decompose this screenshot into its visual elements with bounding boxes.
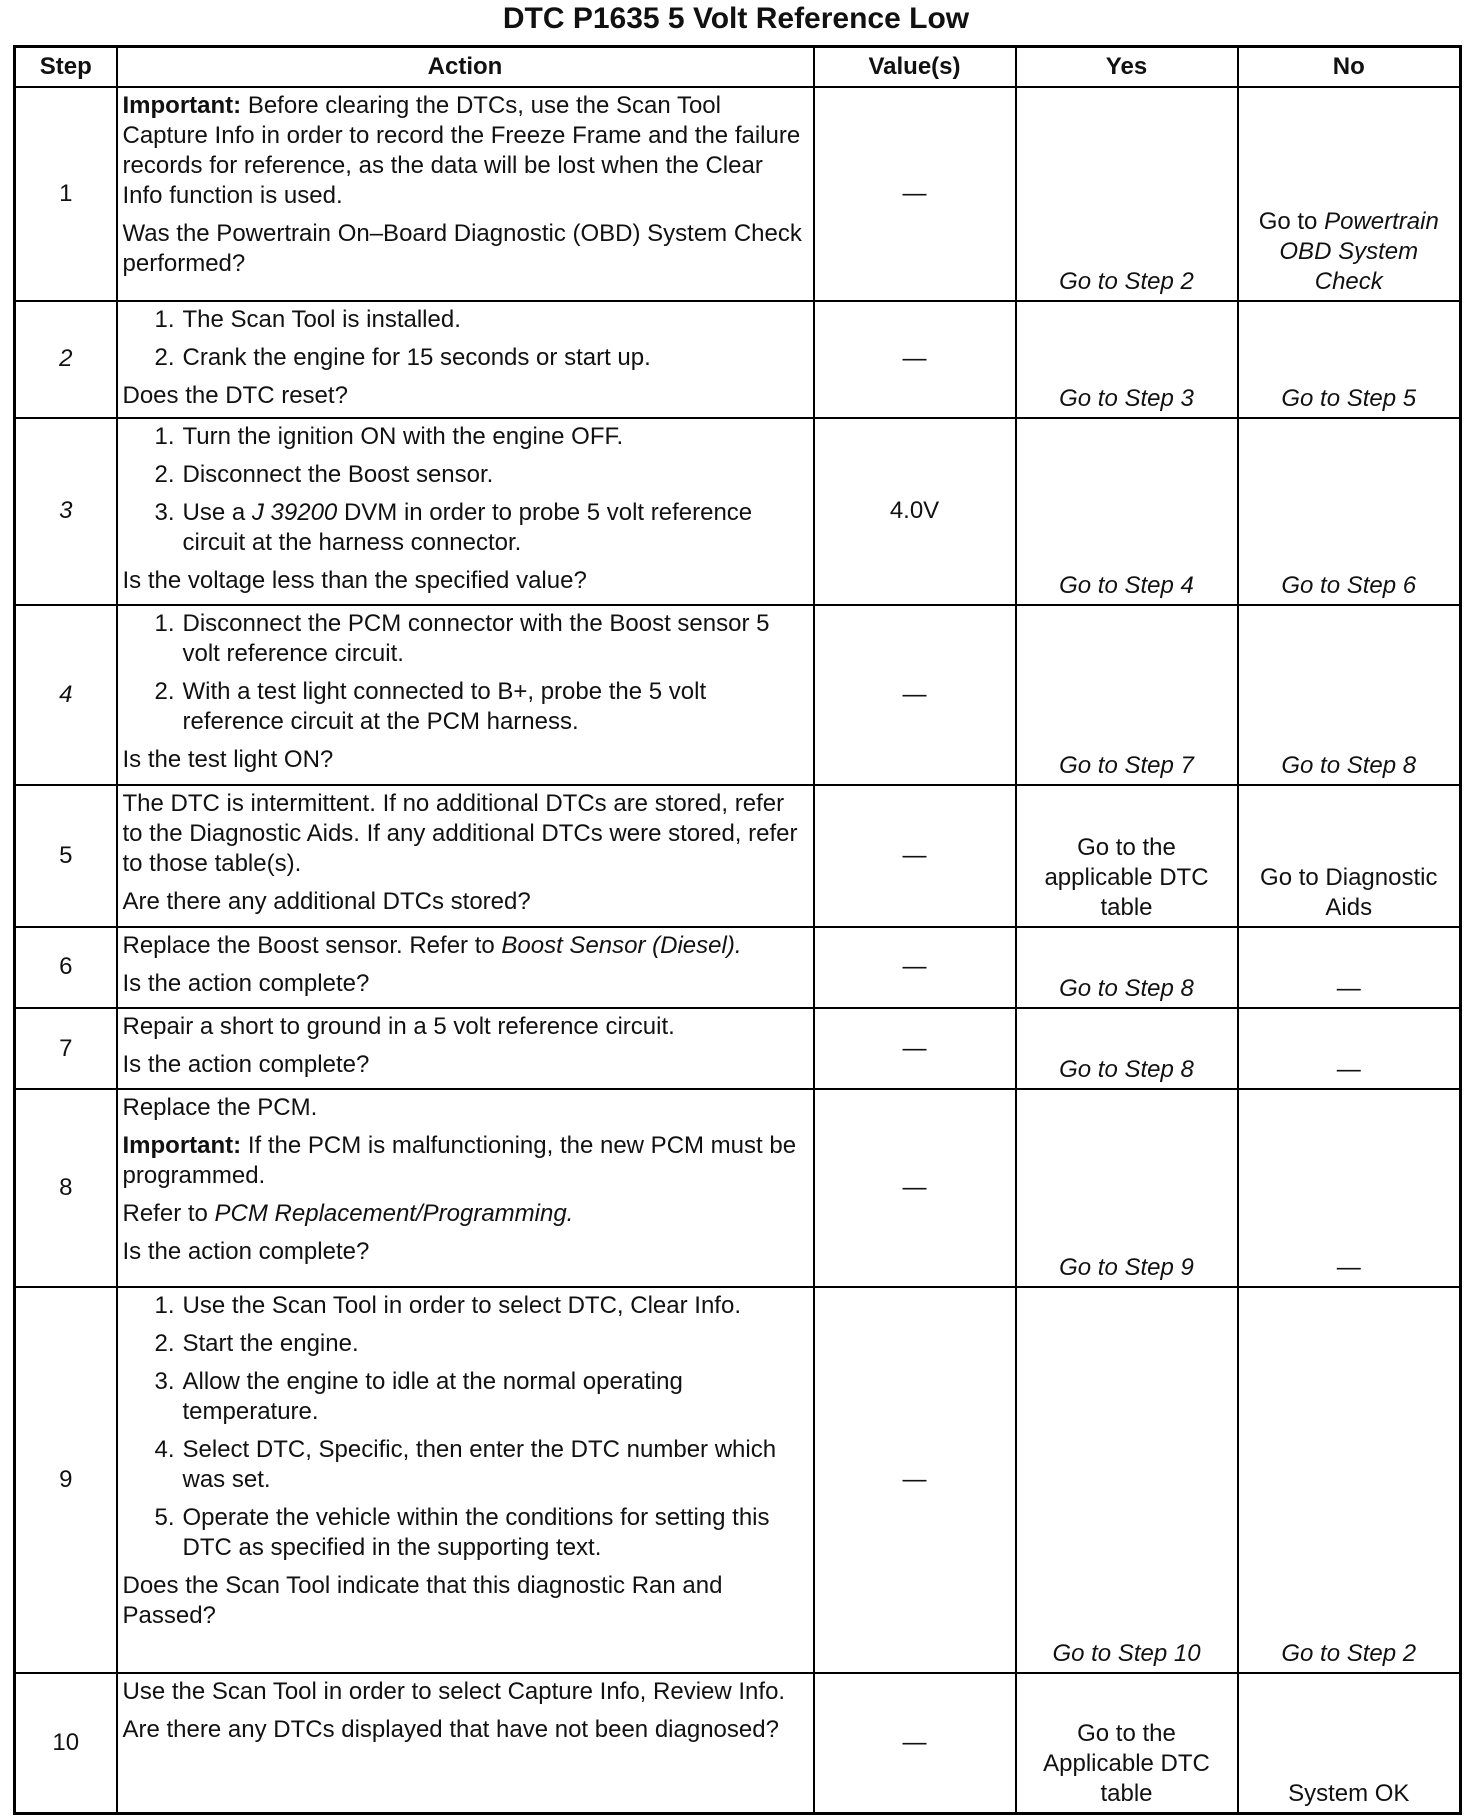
action-cell bbox=[117, 1287, 814, 1673]
yes-cell: Go to Step 8 bbox=[1016, 1008, 1238, 1089]
step-number: 7 bbox=[15, 1008, 117, 1089]
action-cell bbox=[117, 1008, 814, 1089]
step-number: 8 bbox=[15, 1089, 117, 1287]
action-question: Was the Powertrain On–Board Diagnostic (OBD) System Check performed? bbox=[122, 219, 802, 277]
action-question: Is the test light ON? bbox=[122, 745, 334, 773]
list-item: 3. Allow the engine to idle at the normal operating temperature. bbox=[154, 1368, 683, 1426]
list-item: 2. With a test light connected to B+, probe the 5 volt reference circuit at the PCM harness. bbox=[154, 677, 707, 735]
step-number: 4 bbox=[15, 605, 117, 785]
action-cell bbox=[117, 418, 814, 605]
no-cell: — bbox=[1238, 1008, 1461, 1089]
header-yes: Yes bbox=[1016, 47, 1238, 87]
action-list bbox=[123, 1291, 809, 1563]
value-cell: — bbox=[814, 1673, 1016, 1813]
action-list bbox=[123, 609, 809, 737]
header-action: Action bbox=[117, 47, 814, 87]
yes-cell: Go to the Applicable DTC table bbox=[1016, 1673, 1238, 1813]
action-text: Replace the Boost sensor. Refer to Boost Sensor (Diesel). bbox=[122, 931, 742, 959]
important-label: Important: bbox=[122, 91, 242, 119]
yes-cell: Go to Step 7 bbox=[1016, 605, 1238, 785]
list-item: 1. Use the Scan Tool in order to select DTC, Clear Info. bbox=[154, 1292, 741, 1320]
reference-link: PCM Replacement/Programming. bbox=[214, 1200, 574, 1228]
action-cell bbox=[117, 1089, 814, 1287]
step-number: 3 bbox=[15, 418, 117, 605]
no-cell: System OK bbox=[1238, 1673, 1461, 1813]
action-question: Are there any DTCs displayed that have not been diagnosed? bbox=[122, 1716, 779, 1744]
table-row-step-10 bbox=[15, 1673, 1461, 1813]
table-row-step-1 bbox=[15, 87, 1461, 301]
action-question: Is the action complete? bbox=[122, 1238, 370, 1266]
no-cell: Go to Step 2 bbox=[1238, 1287, 1461, 1673]
reference-link: Boost Sensor (Diesel). bbox=[501, 931, 742, 959]
action-question: Are there any additional DTCs stored? bbox=[122, 887, 531, 915]
no-cell: Go to Step 6 bbox=[1238, 418, 1461, 605]
table-row-step-8 bbox=[15, 1089, 1461, 1287]
header-row bbox=[15, 47, 1461, 87]
value-cell: — bbox=[814, 1287, 1016, 1673]
important-note bbox=[123, 91, 809, 211]
diagnostic-table bbox=[13, 45, 1462, 1815]
no-cell: — bbox=[1238, 1089, 1461, 1287]
action-question: Is the action complete? bbox=[122, 969, 370, 997]
yes-cell: Go to Step 10 bbox=[1016, 1287, 1238, 1673]
action-list bbox=[123, 422, 809, 558]
table-row-step-9 bbox=[15, 1287, 1461, 1673]
value-cell: — bbox=[814, 1008, 1016, 1089]
action-question: Does the DTC reset? bbox=[122, 381, 348, 409]
step-number: 1 bbox=[15, 87, 117, 301]
action-list bbox=[123, 305, 809, 373]
value-cell: — bbox=[814, 927, 1016, 1008]
action-cell bbox=[117, 605, 814, 785]
page-title: DTC P1635 5 Volt Reference Low bbox=[502, 2, 970, 35]
list-item: 1. Disconnect the PCM connector with the Boost sensor 5 volt reference circuit. bbox=[154, 609, 770, 667]
step-number: 2 bbox=[15, 301, 117, 418]
header-step: Step bbox=[15, 47, 117, 87]
value-cell: — bbox=[814, 785, 1016, 927]
table-row-step-5 bbox=[15, 785, 1461, 927]
action-cell bbox=[117, 301, 814, 418]
header-values: Value(s) bbox=[814, 47, 1016, 87]
action-text: The DTC is intermittent. If no additional DTCs are stored, refer to the Diagnostic Aids. If any additional DTCs were stored, refer to those table(s). bbox=[122, 789, 798, 877]
step-number: 9 bbox=[15, 1287, 117, 1673]
yes-cell: Go to Step 8 bbox=[1016, 927, 1238, 1008]
yes-cell: Go to Step 4 bbox=[1016, 418, 1238, 605]
action-question: Does the Scan Tool indicate that this diagnostic Ran and Passed? bbox=[122, 1572, 723, 1630]
list-item: 2. Disconnect the Boost sensor. bbox=[154, 460, 494, 488]
yes-cell: Go to Step 3 bbox=[1016, 301, 1238, 418]
action-question: Is the action complete? bbox=[122, 1050, 370, 1078]
action-cell bbox=[117, 785, 814, 927]
list-item: 2. Start the engine. bbox=[154, 1330, 359, 1358]
list-item: 2. Crank the engine for 15 seconds or start up. bbox=[154, 343, 651, 371]
value-cell: — bbox=[814, 605, 1016, 785]
no-cell: — bbox=[1238, 927, 1461, 1008]
important-text: If the PCM is malfunctioning, the new PCM must be programmed. bbox=[122, 1132, 797, 1190]
yes-cell: Go to the applicable DTC table bbox=[1016, 785, 1238, 927]
value-cell: 4.0V bbox=[814, 418, 1016, 605]
important-label: Important: bbox=[122, 1132, 242, 1160]
value-cell: — bbox=[814, 87, 1016, 301]
list-item: 1. Turn the ignition ON with the engine OFF. bbox=[154, 422, 624, 450]
action-cell bbox=[117, 87, 814, 301]
no-prefix: Go to bbox=[1258, 207, 1325, 235]
list-item: 3. Use a J 39200 DVM in order to probe 5 volt reference circuit at the harness connector. bbox=[154, 498, 753, 556]
yes-cell: Go to Step 2 bbox=[1016, 87, 1238, 301]
action-text: Replace the PCM. bbox=[122, 1094, 318, 1122]
table-row-step-7 bbox=[15, 1008, 1461, 1089]
step-number: 5 bbox=[15, 785, 117, 927]
header-no: No bbox=[1238, 47, 1461, 87]
tool-name: J 39200 bbox=[251, 498, 338, 526]
no-link: Powertrain OBD System Check bbox=[1279, 207, 1439, 295]
action-question: Is the voltage less than the specified value? bbox=[122, 566, 587, 594]
action-text: Repair a short to ground in a 5 volt reference circuit. bbox=[122, 1012, 675, 1040]
value-cell: — bbox=[814, 301, 1016, 418]
value-cell: — bbox=[814, 1089, 1016, 1287]
no-cell bbox=[1238, 87, 1461, 301]
table-row-step-3 bbox=[15, 418, 1461, 605]
no-cell: Go to Step 5 bbox=[1238, 301, 1461, 418]
step-number: 10 bbox=[15, 1673, 117, 1813]
table-row-step-2 bbox=[15, 301, 1461, 418]
no-cell: Go to Diagnostic Aids bbox=[1238, 785, 1461, 927]
important-text: Before clearing the DTCs, use the Scan Tool Capture Info in order to record the Freeze Frame and the failure records for reference, as the data will be lost when the Clear Info function is used. bbox=[122, 91, 801, 209]
important-note bbox=[123, 1131, 809, 1191]
action-cell bbox=[117, 1673, 814, 1813]
list-item: 4. Select DTC, Specific, then enter the DTC number which was set. bbox=[154, 1436, 777, 1494]
table-row-step-6 bbox=[15, 927, 1461, 1008]
no-cell: Go to Step 8 bbox=[1238, 605, 1461, 785]
table-row-step-4 bbox=[15, 605, 1461, 785]
action-text: Use the Scan Tool in order to select Capture Info, Review Info. bbox=[122, 1678, 786, 1706]
list-item: 1. The Scan Tool is installed. bbox=[154, 305, 461, 333]
step-number: 6 bbox=[15, 927, 117, 1008]
action-cell bbox=[117, 927, 814, 1008]
reference-text: Refer to PCM Replacement/Programming. bbox=[122, 1200, 574, 1228]
list-item: 5. Operate the vehicle within the conditions for setting this DTC as specified in the supporting text. bbox=[154, 1504, 770, 1562]
yes-cell: Go to Step 9 bbox=[1016, 1089, 1238, 1287]
